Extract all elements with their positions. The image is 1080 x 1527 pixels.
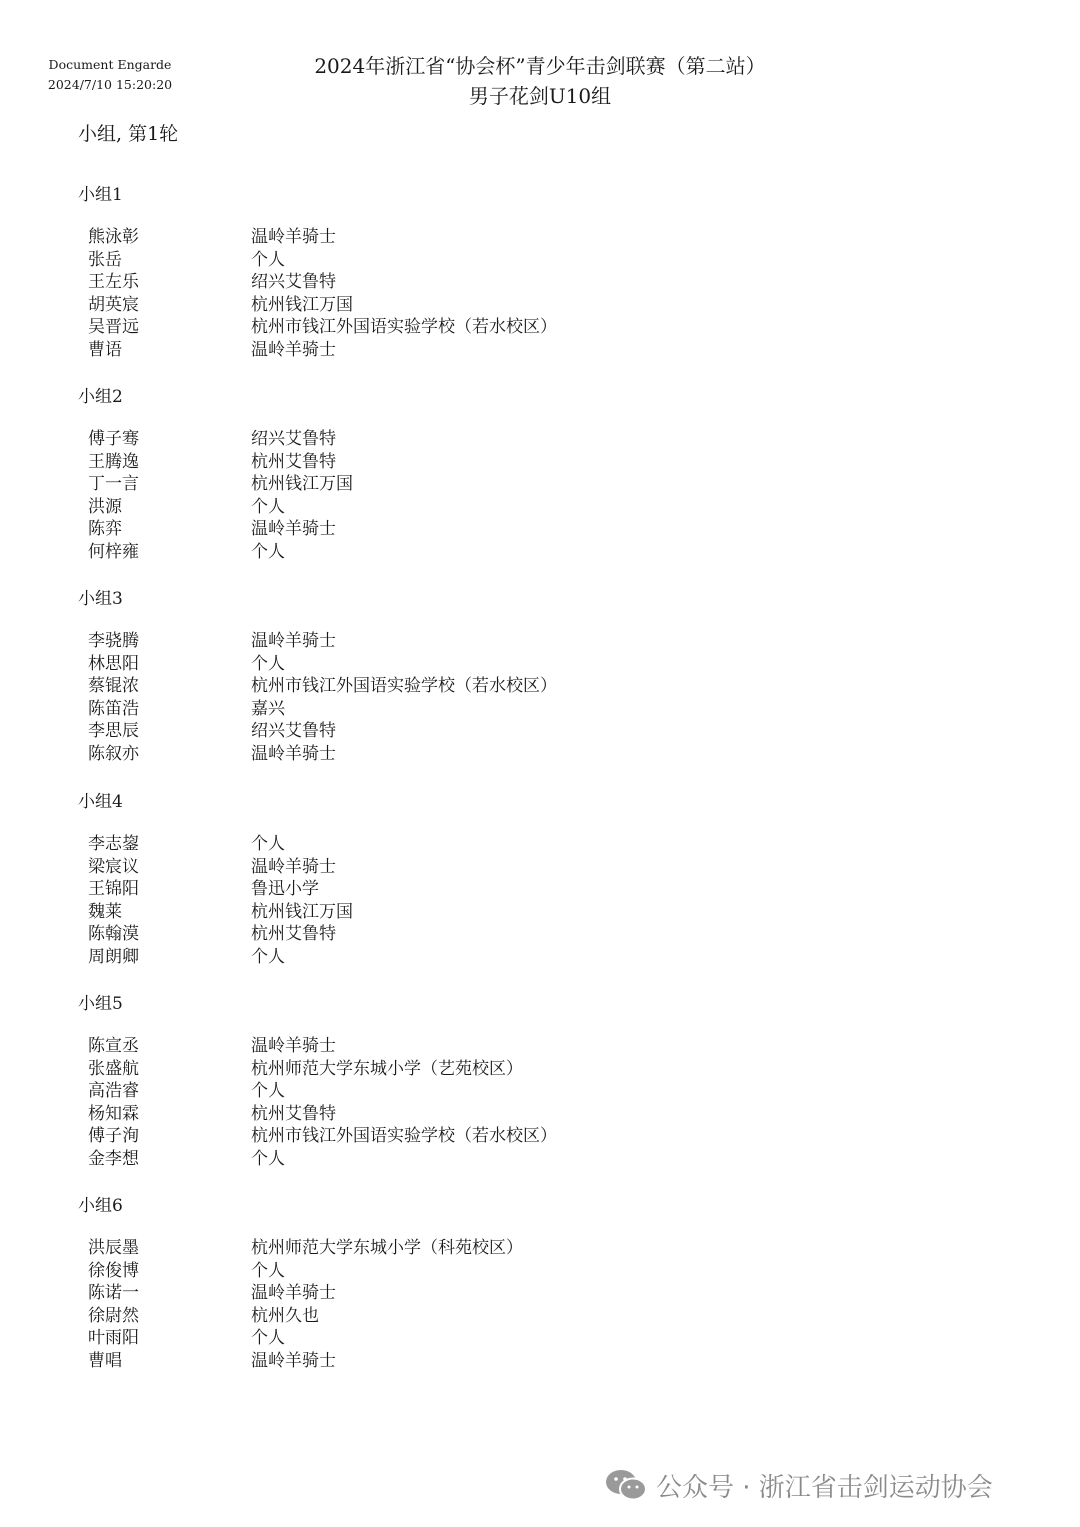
fencer-row — [88, 249, 285, 271]
group-title: 小组3 — [78, 589, 123, 609]
fencer-row — [88, 428, 336, 450]
fencer-name: 陈翰漠 — [88, 924, 139, 944]
fencer-name: 李骁腾 — [88, 631, 139, 651]
fencer-row — [88, 1103, 336, 1125]
fencer-name: 陈笛浩 — [88, 698, 139, 719]
fencer-club: 杭州钱江万国 — [251, 474, 353, 494]
fencer-name: 陈宣丞 — [88, 1036, 139, 1056]
fencer-row — [88, 720, 336, 742]
fencer-row — [88, 901, 353, 923]
fencer-club: 嘉兴 — [251, 698, 285, 719]
fencer-name: 曹语 — [88, 339, 122, 360]
doc-source: Document Engarde — [48, 57, 172, 72]
fencer-row — [88, 923, 336, 945]
group-title: 小组1 — [78, 185, 123, 205]
fencer-name: 徐尉然 — [88, 1305, 139, 1326]
group-title: 小组4 — [78, 792, 123, 812]
fencer-name: 曹唱 — [88, 1350, 122, 1371]
fencer-name: 李思辰 — [88, 721, 139, 741]
fencer-name: 张岳 — [88, 249, 122, 270]
fencer-club: 绍兴艾鲁特 — [251, 721, 336, 741]
group-title: 小组5 — [78, 994, 123, 1014]
watermark — [604, 1465, 1054, 1505]
fencer-name: 胡英宸 — [88, 294, 139, 315]
fencer-name: 李志鋆 — [88, 834, 139, 854]
fencer-name: 王锦阳 — [88, 879, 139, 899]
fencer-row — [88, 1058, 523, 1080]
fencer-club: 个人 — [251, 1081, 285, 1101]
fencer-row — [88, 496, 285, 518]
watermark-text: 公众号 · 浙江省击剑运动协会 — [656, 1472, 993, 1503]
fencer-club: 杭州市钱江外国语实验学校（若水校区） — [251, 317, 557, 337]
fencer-name: 王左乐 — [88, 272, 139, 292]
event-title: 2024年浙江省“协会杯”青少年击剑联赛（第二站） — [314, 54, 766, 78]
fencer-club: 个人 — [251, 1328, 285, 1348]
fencer-club: 杭州市钱江外国语实验学校（若水校区） — [251, 1126, 557, 1146]
fencer-row — [88, 294, 353, 316]
group-title: 小组6 — [78, 1196, 123, 1216]
fencer-row — [88, 473, 353, 495]
fencer-club: 温岭羊骑士 — [251, 519, 336, 539]
fencer-name: 金李想 — [88, 1148, 139, 1169]
fencer-name: 洪源 — [88, 496, 122, 517]
wechat-icon — [604, 1468, 648, 1502]
fencer-row — [88, 541, 285, 563]
fencer-name: 张盛航 — [88, 1058, 139, 1079]
fencer-club: 温岭羊骑士 — [251, 1350, 336, 1371]
fencer-row — [88, 653, 285, 675]
fencer-row — [88, 630, 336, 652]
fencer-row — [88, 451, 336, 473]
fencer-club: 个人 — [251, 834, 285, 854]
fencer-row — [88, 1305, 319, 1327]
fencer-name: 蔡锟浓 — [88, 676, 139, 696]
fencer-name: 魏莱 — [88, 901, 122, 922]
fencer-club: 个人 — [251, 946, 285, 967]
fencer-row — [88, 675, 557, 697]
fencer-name: 陈诺一 — [88, 1283, 139, 1303]
fencer-row — [88, 1237, 523, 1259]
fencer-name: 徐俊博 — [88, 1260, 139, 1281]
fencer-name: 陈弈 — [88, 519, 122, 539]
fencer-club: 个人 — [251, 1148, 285, 1169]
fencer-club: 杭州久也 — [251, 1305, 319, 1326]
fencer-club: 温岭羊骑士 — [251, 631, 336, 651]
fencer-row — [88, 226, 336, 248]
fencer-row — [88, 946, 285, 968]
fencer-name: 丁一言 — [88, 474, 139, 494]
fencer-club: 杭州艾鲁特 — [251, 924, 336, 944]
fencer-row — [88, 1260, 285, 1282]
fencer-name: 周朗卿 — [88, 946, 139, 967]
fencer-club: 温岭羊骑士 — [251, 743, 336, 764]
fencer-row — [88, 698, 285, 720]
fencer-row — [88, 316, 557, 338]
fencer-club: 个人 — [251, 1260, 285, 1281]
fencer-club: 温岭羊骑士 — [251, 856, 336, 877]
doc-timestamp: 2024/7/10 15:20:20 — [47, 77, 173, 92]
fencer-club: 个人 — [251, 249, 285, 270]
fencer-club: 温岭羊骑士 — [251, 1283, 336, 1303]
fencer-name: 吴晋远 — [88, 317, 139, 337]
fencer-name: 陈叙亦 — [88, 743, 139, 764]
fencer-name: 王腾逸 — [88, 451, 139, 472]
fencer-club: 鲁迅小学 — [251, 879, 319, 899]
fencer-row — [88, 518, 336, 540]
fencer-row — [88, 271, 336, 293]
fencer-row — [88, 856, 336, 878]
fencer-club: 杭州师范大学东城小学（艺苑校区） — [251, 1058, 523, 1079]
fencer-club: 杭州市钱江外国语实验学校（若水校区） — [251, 676, 557, 696]
fencer-club: 温岭羊骑士 — [251, 1036, 336, 1056]
fencer-club: 杭州师范大学东城小学（科苑校区） — [251, 1238, 523, 1258]
fencer-row — [88, 339, 336, 361]
fencer-row — [88, 1148, 285, 1170]
fencer-club: 杭州艾鲁特 — [251, 1103, 336, 1124]
fencer-club: 绍兴艾鲁特 — [251, 272, 336, 292]
fencer-name: 高浩睿 — [88, 1081, 139, 1101]
fencer-club: 个人 — [251, 496, 285, 517]
fencer-club: 绍兴艾鲁特 — [251, 429, 336, 449]
fencer-row — [88, 1035, 336, 1057]
fencer-club: 杭州钱江万国 — [251, 901, 353, 922]
fencer-row — [88, 1125, 557, 1147]
fencer-row — [88, 1350, 336, 1372]
document-meta — [30, 55, 190, 95]
fencer-club: 杭州艾鲁特 — [251, 451, 336, 472]
category-title: 男子花剑U10组 — [468, 84, 612, 108]
fencer-row — [88, 878, 319, 900]
fencer-row — [88, 1080, 285, 1102]
group-title: 小组2 — [78, 387, 123, 407]
fencer-name: 林思阳 — [88, 653, 139, 674]
round-title: 小组, 第1轮 — [78, 123, 179, 145]
fencer-name: 梁宸议 — [88, 856, 139, 877]
fencer-row — [88, 1327, 285, 1349]
fencer-name: 熊泳彰 — [88, 227, 139, 247]
fencer-row — [88, 743, 336, 765]
fencer-name: 杨知霖 — [88, 1103, 139, 1124]
fencer-club: 温岭羊骑士 — [251, 339, 336, 360]
fencer-name: 傅子骞 — [88, 429, 139, 449]
fencer-club: 杭州钱江万国 — [251, 294, 353, 315]
fencer-club: 个人 — [251, 541, 285, 562]
fencer-name: 傅子洵 — [88, 1126, 139, 1146]
fencer-row — [88, 833, 285, 855]
fencer-name: 叶雨阳 — [88, 1328, 139, 1348]
fencer-name: 洪辰墨 — [88, 1238, 139, 1258]
fencer-name: 何梓雍 — [88, 541, 139, 562]
fencer-row — [88, 1282, 336, 1304]
fencer-club: 个人 — [251, 653, 285, 674]
fencer-club: 温岭羊骑士 — [251, 227, 336, 247]
